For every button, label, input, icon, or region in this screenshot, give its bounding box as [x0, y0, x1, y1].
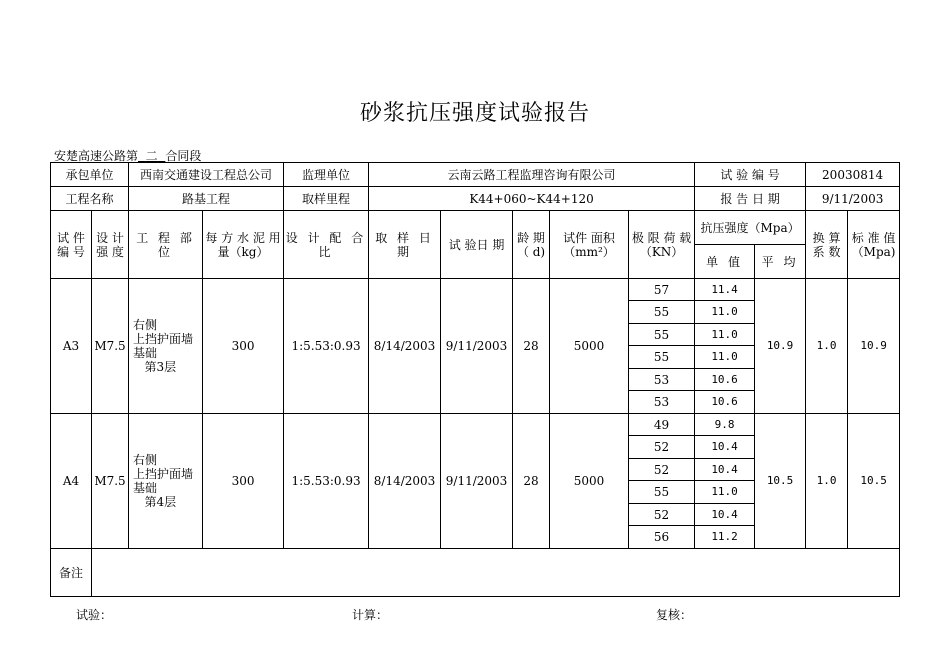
- report-table: [50, 162, 900, 597]
- load-value: 52: [629, 459, 695, 481]
- test-no-value: 20030814: [806, 163, 900, 187]
- project-value: 路基工程: [129, 187, 284, 211]
- load-value: 57: [629, 279, 695, 301]
- load-value: 49: [629, 414, 695, 436]
- project-label: 工程名称: [51, 187, 129, 211]
- standard-value: 10.5: [848, 414, 900, 549]
- load-value: 53: [629, 391, 695, 414]
- specimen-area: 5000: [550, 279, 629, 414]
- header-test-date: 试 验日 期: [441, 211, 513, 279]
- factor-value: 1.0: [806, 279, 848, 414]
- remarks-content: [92, 549, 900, 597]
- single-value: 11.0: [695, 324, 755, 346]
- header-specimen-no: 试 件 编 号: [51, 211, 92, 279]
- single-value: 9.8: [695, 414, 755, 436]
- load-value: 55: [629, 481, 695, 504]
- mix-ratio: 1:5.53:0.93: [284, 414, 369, 549]
- load-value: 52: [629, 436, 695, 459]
- header-mix: 设 计 配 合 比: [284, 211, 369, 279]
- contractor-label: 承包单位: [51, 163, 129, 187]
- report-title: 砂浆抗压强度试验报告: [359, 101, 590, 126]
- header-standard: 标 准 值（Mpa): [848, 211, 900, 279]
- part-description: 右侧 上挡护面墙 基础 第4层: [129, 414, 203, 549]
- single-value: 11.2: [695, 526, 755, 549]
- header-area: 试件 面积（mm²）: [550, 211, 629, 279]
- single-value: 10.6: [695, 391, 755, 414]
- test-date: 9/11/2003: [441, 414, 513, 549]
- sample-date: 8/14/2003: [369, 279, 441, 414]
- design-grade: M7.5: [92, 279, 129, 414]
- contract-number: 二: [145, 149, 158, 163]
- header-factor: 换 算 系 数: [806, 211, 848, 279]
- supervisor-label: 监理单位: [284, 163, 369, 187]
- header-average: 平 均: [755, 245, 806, 279]
- supervisor-value: 云南云路工程监理咨询有限公司: [369, 163, 695, 187]
- standard-value: 10.9: [848, 279, 900, 414]
- part-description: 右侧 上挡护面墙 基础 第3层: [129, 279, 203, 414]
- test-no-label: 试 验 编 号: [695, 163, 806, 187]
- load-value: 52: [629, 504, 695, 526]
- load-value: 56: [629, 526, 695, 549]
- age-days: 28: [513, 414, 550, 549]
- single-value: 10.4: [695, 459, 755, 481]
- header-part: 工 程 部 位: [129, 211, 203, 279]
- report-date-label: 报 告 日 期: [695, 187, 806, 211]
- contract-suffix: 合同段: [165, 149, 202, 163]
- factor-value: 1.0: [806, 414, 848, 549]
- header-design-strength: 设 计 强 度: [92, 211, 129, 279]
- cement-amount: 300: [203, 414, 284, 549]
- design-grade: M7.5: [92, 414, 129, 549]
- mix-ratio: 1:5.53:0.93: [284, 279, 369, 414]
- load-value: 55: [629, 346, 695, 369]
- single-value: 10.6: [695, 369, 755, 391]
- footer-review: 复核：: [656, 608, 693, 622]
- load-value: 55: [629, 301, 695, 324]
- specimen-id: A4: [51, 414, 92, 549]
- header-single: 单 值: [695, 245, 755, 279]
- sample-date: 8/14/2003: [369, 414, 441, 549]
- average-value: 10.5: [755, 414, 806, 549]
- footer-test: 试验：: [76, 608, 113, 622]
- contract-prefix: 安楚高速公路第: [54, 149, 139, 163]
- footer-calc: 计算：: [352, 608, 389, 622]
- header-sample-date: 取 样 日 期: [369, 211, 441, 279]
- age-days: 28: [513, 279, 550, 414]
- single-value: 11.0: [695, 346, 755, 369]
- header-cement: 每 方 水 泥 用 量（kg）: [203, 211, 284, 279]
- specimen-id: A3: [51, 279, 92, 414]
- header-strength: 抗压强度（Mpa）: [695, 211, 806, 245]
- cement-amount: 300: [203, 279, 284, 414]
- mileage-value: K44+060~K44+120: [369, 187, 695, 211]
- single-value: 10.4: [695, 436, 755, 459]
- single-value: 11.0: [695, 301, 755, 324]
- header-load: 极 限 荷 载（KN）: [629, 211, 695, 279]
- load-value: 55: [629, 324, 695, 346]
- average-value: 10.9: [755, 279, 806, 414]
- single-value: 10.4: [695, 504, 755, 526]
- single-value: 11.0: [695, 481, 755, 504]
- header-age: 龄 期（ d): [513, 211, 550, 279]
- single-value: 11.4: [695, 279, 755, 301]
- mileage-label: 取样里程: [284, 187, 369, 211]
- report-date-value: 9/11/2003: [806, 187, 900, 211]
- test-date: 9/11/2003: [441, 279, 513, 414]
- specimen-area: 5000: [550, 414, 629, 549]
- remarks-label: 备注: [51, 549, 92, 597]
- load-value: 53: [629, 369, 695, 391]
- contractor-value: 西南交通建设工程总公司: [129, 163, 284, 187]
